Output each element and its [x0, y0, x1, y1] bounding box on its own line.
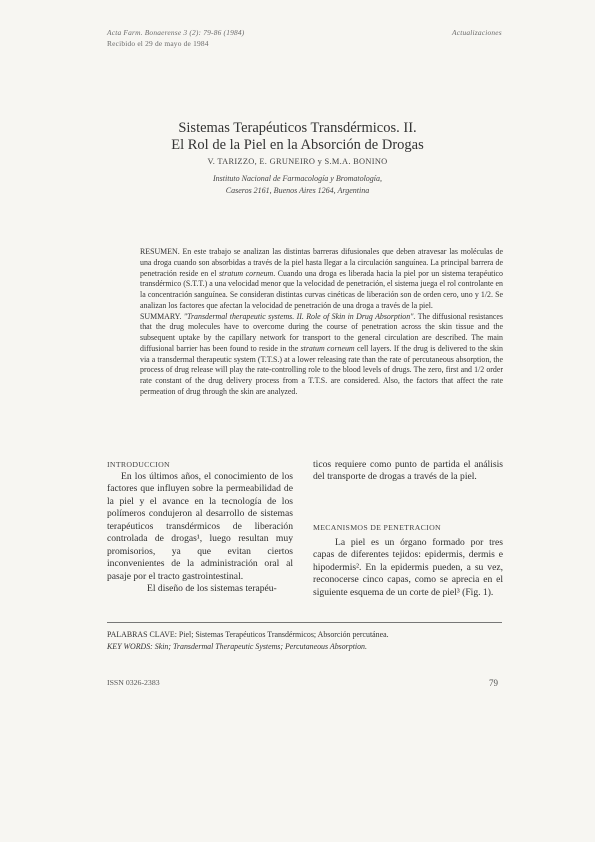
- intro-column: [107, 471, 293, 596]
- affiliation-line-1: Instituto Nacional de Farmacología y Bromatología,: [212, 174, 383, 183]
- section-label: Actualizaciones: [452, 28, 502, 37]
- mechanisms-paragraph: La piel es un órgano formado por tres capas de diferentes tejidos: epidermis, dermis e hipodermis². En la epidermis pueden, a su vez, reconocerse cinco capas, como se aprecia en el siguiente esquema de un corte de piel³ (Fig. 1).: [313, 537, 503, 598]
- issn: ISSN 0326-2383: [107, 678, 160, 687]
- affiliation: [0, 173, 595, 196]
- keywords-spanish: PALABRAS CLAVE: Piel; Sistemas Terapéuticos Transdérmicos; Absorción percutánea.: [107, 630, 389, 639]
- abstract-english: SUMMARY. "Transdermal therapeutic systems. II. Role of Skin in Drug Absorption". The diffusional resistances that the drug molecules have to overcome during the course of penetration across the skin tissue and the subsequent uptake by the capillary network for transport to the general circulation are described. The main diffusional barrier has been found to reside in the stratum corneum cell layers. If the drug is delivered to the skin via a transdermal therapeutic system (T.T.S.) at a lower releasing rate than the rate of percutaneous absorption, the process of drug release will play the rate-controlling role to the blood levels of drugs. The zero, first and 1/2 order rate constant of the drug delivery process from a T.T.S. are considered. Also, the factors that affect the rate permeation of drug through the skin are analyzed.: [140, 311, 504, 396]
- title-line-2: El Rol de la Piel en la Absorción de Drogas: [171, 136, 424, 153]
- received-date: Recibido el 29 de mayo de 1984: [107, 39, 209, 48]
- intro-paragraph-1: En los últimos años, el conocimiento de los factores que influyen sobre la permeabilidad de la piel y el avance en la tecnología de los polímeros condujeron al desarrollo de sistemas terapéuticos transdérmicos de liberación controlada de drogas¹, luego resultan muy promisorios, ya que evitan ciertos inconvenientes de la administración oral al pasaje por el tracto gastrointestinal.: [107, 471, 293, 582]
- abstract-spanish: RESUMEN. En este trabajo se analizan las distintas barreras difusionales que deben atravesar las moléculas de una droga cuando son absorbidas a través de la piel hasta llegar a la circulación sanguínea. La principal barrera de penetración reside en el stratum corneum. Cuando una droga es liberada hacia la piel por un sistema terapéutico transdérmico (S.T.T.) a una velocidad menor que la velocidad de penetración, el sistema juega el rol controlante en la concentración sanguínea. Se consideran distintas curvas cinéticas de liberación son de orden cero, uno y 1/2. Se analizan los factores que afectan la velocidad de penetración de una droga a través de la piel.: [140, 247, 503, 310]
- page-number: 79: [489, 678, 498, 688]
- intro-paragraph-2: El diseño de los sistemas terapéu-: [147, 583, 277, 595]
- section-heading-introduccion: INTRODUCCION: [107, 460, 170, 469]
- keywords: [107, 629, 503, 652]
- summary-label: SUMMARY.: [140, 311, 182, 321]
- section-heading-mecanismos: MECANISMOS DE PENETRACION: [313, 523, 441, 532]
- journal-citation: Acta Farm. Bonaerense 3 (2): 79-86 (1984): [107, 28, 245, 37]
- summary-title: "Transdermal therapeutic systems. II. Role of Skin in Drug Absorption".: [181, 311, 416, 321]
- title-line-1: Sistemas Terapéuticos Transdérmicos. II.: [178, 120, 417, 136]
- resumen-label: RESUMEN.: [140, 247, 180, 256]
- keywords-rule: [107, 622, 502, 623]
- keywords-english: KEY WORDS: Skin; Transdermal Therapeutic Systems; Percutaneous Absorption.: [107, 641, 367, 651]
- authors: V. TARIZZO, E. GRUNEIRO y S.M.A. BONINO: [207, 157, 388, 166]
- continuation-paragraph: ticos requiere como punto de partida el análisis del transporte de drogas a través de la piel.: [313, 459, 503, 483]
- abstract: [140, 247, 503, 398]
- article-title: [0, 120, 595, 153]
- affiliation-line-2: Caseros 2161, Buenos Aires 1264, Argentina: [225, 185, 370, 195]
